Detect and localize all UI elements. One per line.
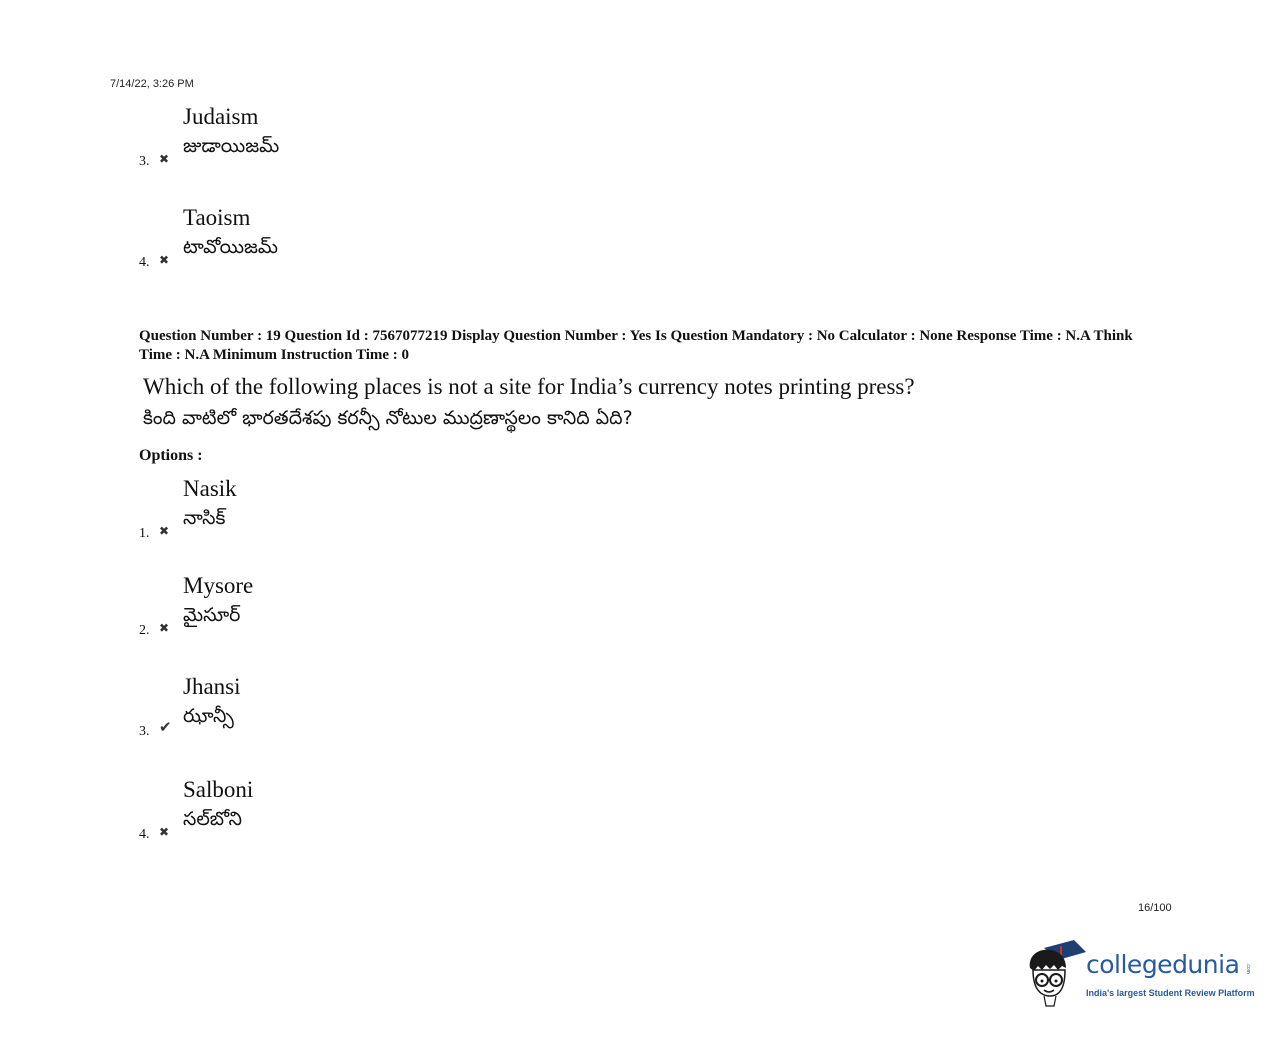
cross-icon: ✖ bbox=[159, 524, 170, 538]
option-telugu: సల్‌బోని bbox=[183, 808, 242, 830]
option-telugu: జుడాయిజమ్ bbox=[183, 135, 280, 157]
option-english: Salboni bbox=[183, 777, 254, 802]
check-icon: ✔ bbox=[159, 718, 172, 736]
option-english: Taoism bbox=[183, 205, 251, 230]
question-text-english: Which of the following places is not a site for India’s currency notes printing press? bbox=[143, 374, 915, 399]
question-text-telugu: కింది వాటిలో భారతదేశపు కరన్సీ నోటుల ముద్రణాస్థలం కానిది ఏది? bbox=[143, 407, 633, 429]
prev-option-3 bbox=[139, 104, 639, 176]
logo-suffix: .com bbox=[1245, 963, 1251, 974]
option-number: 4. bbox=[139, 827, 150, 842]
mascot-icon bbox=[1024, 938, 1088, 1008]
cross-icon: ✖ bbox=[159, 152, 170, 166]
print-timestamp: 7/14/22, 3:26 PM bbox=[110, 78, 194, 90]
option-telugu: ఝాన్సీ bbox=[183, 705, 234, 727]
cross-icon: ✖ bbox=[159, 621, 170, 635]
option-3 bbox=[139, 674, 639, 746]
option-number: 3. bbox=[139, 154, 150, 169]
options-label: Options : bbox=[139, 447, 203, 464]
option-1 bbox=[139, 476, 639, 548]
option-english: Jhansi bbox=[183, 674, 241, 699]
option-english: Nasik bbox=[183, 476, 237, 501]
option-english: Mysore bbox=[183, 573, 254, 598]
option-2 bbox=[139, 573, 639, 645]
logo-name: collegedunia bbox=[1086, 950, 1240, 979]
option-number: 4. bbox=[139, 255, 150, 270]
question-meta: Question Number : 19 Question Id : 7567077219 Display Question Number : Yes Is Question Mandatory : No Calculator : None Response Time : N.A Think Time : N.A Minimum Instruction Time : 0 bbox=[139, 328, 1133, 363]
option-telugu: టావోయిజమ్ bbox=[183, 236, 279, 258]
page-number: 16/100 bbox=[1138, 902, 1172, 914]
option-number: 2. bbox=[139, 623, 150, 638]
option-number: 3. bbox=[139, 724, 150, 739]
option-english: Judaism bbox=[183, 104, 259, 129]
cross-icon: ✖ bbox=[159, 825, 170, 839]
prev-option-4 bbox=[139, 205, 639, 277]
logo-tagline: India's largest Student Review Platform bbox=[1086, 988, 1255, 998]
cross-icon: ✖ bbox=[159, 253, 170, 267]
option-telugu: మైసూర్ bbox=[183, 604, 241, 626]
option-number: 1. bbox=[139, 526, 150, 541]
option-telugu: నాసిక్ bbox=[183, 507, 226, 529]
option-4 bbox=[139, 777, 639, 849]
collegedunia-logo bbox=[1024, 938, 1264, 1010]
